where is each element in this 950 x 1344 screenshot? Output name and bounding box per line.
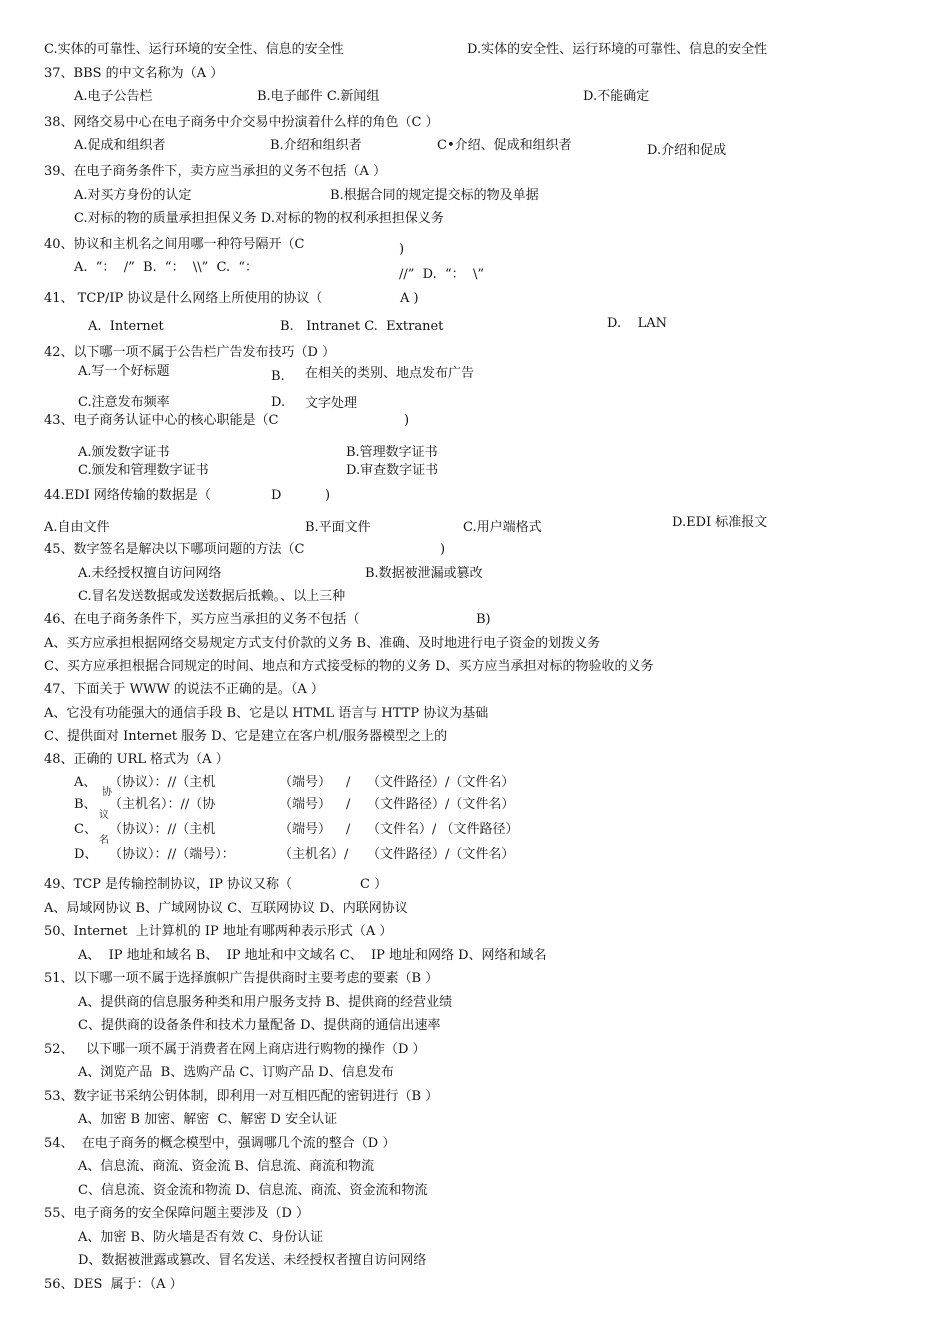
q37-option-d: D.不能确定 bbox=[583, 89, 650, 104]
q48-c-part3: （文件名）/ （文件路径） bbox=[367, 822, 519, 837]
q48-d-part3: （文件路径）/（文件名） bbox=[367, 847, 515, 862]
q48-a-part2: （端号） bbox=[279, 775, 332, 790]
q42-option-d: 文字处理 bbox=[305, 396, 358, 411]
q45-option-a: A.未经授权擅自访问网络 bbox=[78, 566, 222, 581]
q43-option-a: A.颁发数字证书 bbox=[78, 445, 170, 460]
q49-question: 49、TCP 是传输控制协议，IP 协议又称（ bbox=[44, 877, 293, 892]
q42-option-d-label: D. bbox=[271, 395, 286, 410]
q43-question: 43、电子商务认证中心的核心职能是（C bbox=[44, 413, 279, 428]
q54-options-cd: C、信息流、资金流和物流 D、信息流、商流、资金流和物流 bbox=[78, 1183, 428, 1198]
q50-question: 50、Internet 上计算机的 IP 地址有哪两种表示形式（A ） bbox=[44, 924, 393, 939]
q48-a-slash: / bbox=[346, 775, 351, 790]
q48-d-part1: （协议）：//（端号）： bbox=[109, 847, 235, 862]
q48-b-fragment: 协 bbox=[102, 787, 112, 798]
q40-options-abc: A. “： /” B. “： \\” C. “： bbox=[74, 260, 259, 275]
q46-options-cd: C、买方应承担根据合同规定的时间、地点和方式接受标的物的义务 D、买方应当承担对标的物验收的义务 bbox=[44, 659, 654, 674]
q50-options: A、 IP 地址和域名 B、 IP 地址和中文域名 C、 IP 地址和网络 D、网络和域名 bbox=[78, 948, 547, 963]
q37-option-bc: B.电子邮件 C.新闻组 bbox=[257, 89, 380, 104]
q36-option-d: D.实体的安全性、运行环境的可靠性、信息的安全性 bbox=[467, 42, 768, 57]
q41-option-a: A. Internet bbox=[88, 319, 164, 334]
q48-question: 48、正确的 URL 格式为（A ） bbox=[44, 752, 229, 767]
q36-option-c: C.实体的可靠性、运行环境的安全性、信息的安全性 bbox=[44, 42, 344, 57]
q44-option-a: A.自由文件 bbox=[44, 520, 110, 535]
q51-options-cd: C、提供商的设备条件和技术力量配备 D、提供商的通信出速率 bbox=[78, 1018, 441, 1033]
q47-question: 47、下面关于 WWW 的说法不正确的是。（A ） bbox=[44, 682, 324, 697]
q49-answer: C ） bbox=[360, 877, 388, 892]
q43-paren: ) bbox=[404, 413, 410, 428]
q38-option-d: D.介绍和促成 bbox=[647, 143, 727, 158]
q42-option-a: A.写一个好标题 bbox=[78, 364, 170, 379]
q45-option-b: B.数据被泄漏或篡改 bbox=[365, 566, 483, 581]
q48-d-label: D、 bbox=[74, 847, 98, 862]
q48-d-part2: （主机名）/ bbox=[279, 847, 349, 862]
q48-b-slash: / bbox=[346, 797, 351, 812]
q40-options-cd: //” D. “： \” bbox=[399, 267, 484, 282]
q48-a-part3: （文件路径）/（文件名） bbox=[367, 775, 515, 790]
q55-option-d: D、数据被泄露或篡改、冒名发送、未经授权者擅自访问网络 bbox=[78, 1253, 427, 1268]
q48-c-part2: （端号） bbox=[279, 822, 332, 837]
q47-options-cd: C、提供面对 Internet 服务 D、它是建立在客户机/服务器模型之上的 bbox=[44, 729, 448, 744]
q41-question: 41、 TCP/IP 协议是什么网络上所使用的协议（ bbox=[44, 291, 323, 306]
q39-option-b: B.根据合同的规定提交标的物及单据 bbox=[330, 188, 539, 203]
q47-options-ab: A、它没有功能强大的通信手段 B、它是以 HTML 语言与 HTTP 协议为基础 bbox=[44, 706, 489, 721]
q42-option-c: C.注意发布频率 bbox=[78, 395, 170, 410]
q41-option-d: D. LAN bbox=[607, 316, 668, 331]
q38-option-a: A.促成和组织者 bbox=[74, 138, 166, 153]
q48-a-label: A、 bbox=[74, 775, 97, 790]
q53-question: 53、数字证书采纳公钥体制，即利用一对互相匹配的密钥进行（B ） bbox=[44, 1089, 439, 1104]
q43-option-c: C.颁发和管理数字证书 bbox=[78, 463, 209, 478]
q46-options-ab: A、买方应承担根据网络交易规定方式支付价款的义务 B、准确、及时地进行电子资金的划拨义务 bbox=[44, 636, 601, 651]
q54-question: 54、 在电子商务的概念模型中，强调哪几个流的整合（D ） bbox=[44, 1136, 396, 1151]
q54-options-ab: A、信息流、商流、资金流 B、信息流、商流和物流 bbox=[78, 1159, 375, 1174]
q44-option-c: C.用户端格式 bbox=[463, 520, 542, 535]
q48-c-fragment: 议 bbox=[99, 810, 109, 821]
q38-question: 38、网络交易中心在电子商务中介交易中扮演着什么样的角色（C ） bbox=[44, 115, 439, 130]
q46-question: 46、在电子商务条件下，买方应当承担的义务不包括（ bbox=[44, 612, 360, 627]
q44-answer: D bbox=[271, 488, 282, 503]
q46-answer: B) bbox=[476, 612, 491, 627]
q42-option-b-label: B. bbox=[271, 369, 285, 384]
q43-option-b: B.管理数字证书 bbox=[346, 445, 438, 460]
q48-b-label: B、 bbox=[74, 797, 97, 812]
q44-option-b: B.平面文件 bbox=[305, 520, 371, 535]
q48-c-slash: / bbox=[346, 822, 351, 837]
q40-question: 40、协议和主机名之间用哪一种符号隔开（C bbox=[44, 237, 305, 252]
q56-question: 56、DES 属于：（A ） bbox=[44, 1277, 183, 1292]
q52-question: 52、 以下哪一项不属于消费者在网上商店进行购物的操作（D ） bbox=[44, 1042, 426, 1057]
q41-answer: A ) bbox=[400, 291, 419, 306]
q38-option-c: C•介绍、促成和组织者 bbox=[437, 138, 572, 153]
q45-question: 45、数字签名是解决以下哪项问题的方法（C bbox=[44, 542, 305, 557]
q39-question: 39、在电子商务条件下，卖方应当承担的义务不包括（A ） bbox=[44, 164, 387, 179]
q53-options: A、加密 B 加密、解密 C、解密 D 安全认证 bbox=[78, 1112, 338, 1127]
q51-options-ab: A、提供商的信息服务种类和用户服务支持 B、提供商的经营业绩 bbox=[78, 995, 453, 1010]
q41-option-bc: B. Intranet C. Extranet bbox=[280, 319, 444, 334]
q44-option-d: D.EDI 标准报文 bbox=[672, 515, 768, 530]
q37-option-a: A.电子公告栏 bbox=[74, 89, 153, 104]
q38-option-b: B.介绍和组织者 bbox=[270, 138, 362, 153]
q48-a-part1: （协议）：//（主机 bbox=[109, 775, 216, 790]
q44-paren: ) bbox=[325, 488, 331, 503]
q45-option-cd: C.冒名发送数据或发送数据后抵赖。、以上三种 bbox=[78, 589, 346, 604]
q55-options-abc: A、加密 B、防火墙是否有效 C、身份认证 bbox=[78, 1230, 324, 1245]
q49-options: A、局域网协议 B、广域网协议 C、互联网协议 D、内联网协议 bbox=[44, 901, 408, 916]
q37-question: 37、BBS 的中文名称为（A ） bbox=[44, 66, 224, 81]
q52-options: A、浏览产品 B、选购产品 C、订购产品 D、信息发布 bbox=[78, 1065, 394, 1080]
q43-option-d: D.审查数字证书 bbox=[346, 463, 439, 478]
q44-question: 44.EDI 网络传输的数据是（ bbox=[44, 488, 211, 503]
q48-b-part2: （端号） bbox=[279, 797, 332, 812]
q55-question: 55、电子商务的安全保障问题主要涉及（D ） bbox=[44, 1206, 310, 1221]
q39-option-a: A.对买方身份的认定 bbox=[74, 188, 192, 203]
q48-d-fragment: 名 bbox=[99, 835, 109, 846]
q48-b-part1: （主机名）：//（协 bbox=[109, 797, 216, 812]
q39-option-cd: C.对标的物的质量承担担保义务 D.对标的物的权利承担担保义务 bbox=[74, 211, 444, 226]
q48-b-part3: （文件路径）/（文件名） bbox=[367, 797, 515, 812]
q42-option-b: 在相关的类别、地点发布广告 bbox=[305, 366, 475, 381]
q51-question: 51、以下哪一项不属于选择旗帜广告提供商时主要考虑的要素（B ） bbox=[44, 971, 439, 986]
q48-c-part1: （协议）：//（主机 bbox=[109, 822, 216, 837]
q48-c-label: C、 bbox=[74, 822, 97, 837]
q40-paren: ) bbox=[399, 242, 405, 257]
q45-paren: ) bbox=[440, 542, 446, 557]
q42-question: 42、以下哪一项不属于公告栏广告发布技巧（D ） bbox=[44, 345, 336, 360]
